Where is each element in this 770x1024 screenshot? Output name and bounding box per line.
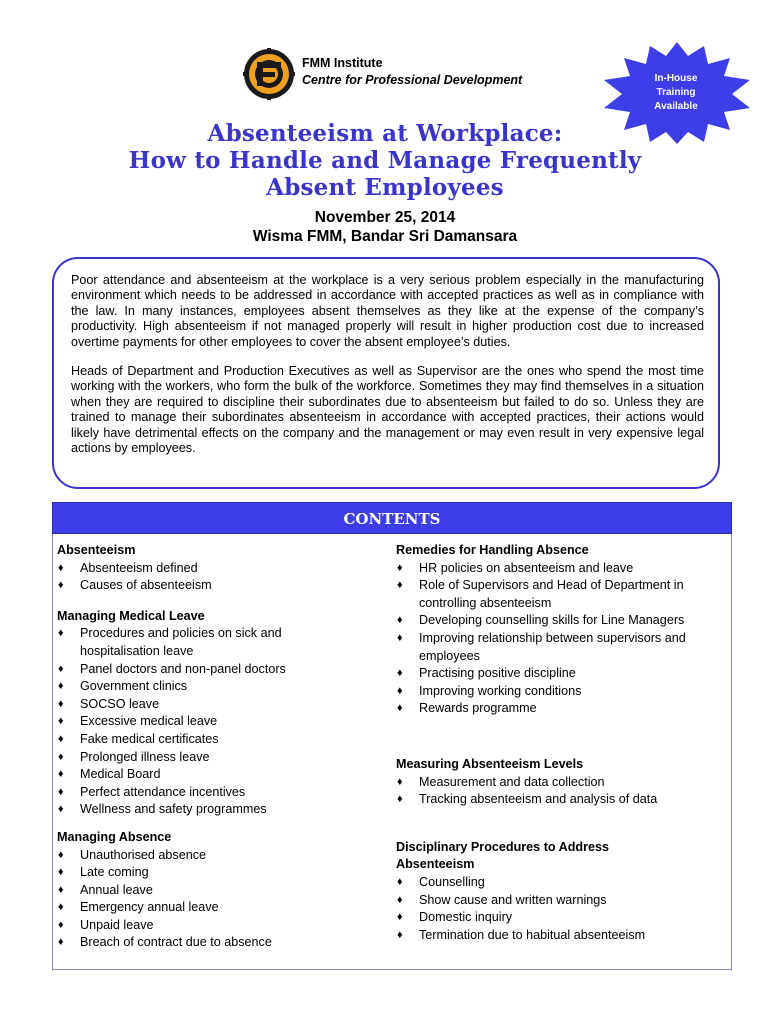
diamond-bullet-icon: ♦ <box>58 918 64 931</box>
list-item: ♦ SOCSO leave <box>57 696 347 714</box>
list-item: ♦ Measurement and data collection <box>396 774 726 792</box>
list-item: ♦ Termination due to habitual absenteeism <box>396 927 726 945</box>
list-item: ♦ Panel doctors and non-panel doctors <box>57 661 347 679</box>
list-item: ♦ Absenteeism defined <box>57 560 347 578</box>
contents-right-column <box>396 542 726 944</box>
section-measuring <box>396 756 726 809</box>
diamond-bullet-icon: ♦ <box>58 768 64 781</box>
list-item: ♦ Excessive medical leave <box>57 713 347 731</box>
diamond-bullet-icon: ♦ <box>58 803 64 816</box>
diamond-bullet-icon: ♦ <box>397 893 403 906</box>
list-item: ♦ Fake medical certificates <box>57 731 347 749</box>
intro-box <box>52 257 720 489</box>
org-name: FMM Institute <box>302 56 383 70</box>
diamond-bullet-icon: ♦ <box>58 866 64 879</box>
section-title: Disciplinary Procedures to Address Absenteeism <box>396 839 609 872</box>
diamond-bullet-icon: ♦ <box>397 793 403 806</box>
section-managing-absence <box>57 829 347 952</box>
diamond-bullet-icon: ♦ <box>397 875 403 888</box>
list-item: ♦ Late coming <box>57 864 347 882</box>
list-item: ♦ Causes of absenteeism <box>57 577 347 595</box>
diamond-bullet-icon: ♦ <box>397 614 403 627</box>
diamond-bullet-icon: ♦ <box>58 936 64 949</box>
event-venue: Wisma FMM, Bandar Sri Damansara <box>252 228 518 245</box>
list-item: ♦ Domestic inquiry <box>396 909 726 927</box>
list-item: ♦ Medical Board <box>57 766 347 784</box>
title-line: Absenteeism at Workplace: <box>207 120 563 147</box>
list-item: ♦ Developing counselling skills for Line Managers <box>396 612 726 630</box>
section-title: Managing Absence <box>57 829 172 844</box>
diamond-bullet-icon: ♦ <box>397 667 403 680</box>
section-title: Absenteeism <box>57 543 136 557</box>
diamond-bullet-icon: ♦ <box>397 911 403 924</box>
diamond-bullet-icon: ♦ <box>58 883 64 896</box>
list-item: ♦ Show cause and written warnings <box>396 892 726 910</box>
contents-heading: CONTENTS <box>52 502 732 534</box>
list-item: ♦ Wellness and safety programmes <box>57 801 347 819</box>
diamond-bullet-icon: ♦ <box>58 627 64 640</box>
section-remedies <box>396 542 726 718</box>
section-absenteeism <box>57 542 347 595</box>
list-item: ♦ Improving relationship between supervisors and employees <box>397 630 686 663</box>
diamond-bullet-icon: ♦ <box>397 631 403 644</box>
diamond-bullet-icon: ♦ <box>397 775 403 788</box>
diamond-bullet-icon: ♦ <box>58 561 64 574</box>
list-item: ♦ Procedures and policies on sick and hospitalisation leave <box>58 626 282 658</box>
title-line: How to Handle and Manage Frequently <box>128 147 642 174</box>
diamond-bullet-icon: ♦ <box>58 732 64 745</box>
list-item: ♦ Rewards programme <box>396 700 726 718</box>
list-item: ♦ Perfect attendance incentives <box>57 784 347 802</box>
list-item: ♦ Annual leave <box>57 882 347 900</box>
diamond-bullet-icon: ♦ <box>58 697 64 710</box>
intro-paragraph: Heads of Department and Production Executives as well as Supervisor are the ones who spend the most time working with the workers, who form the bulk of the workforce. Sometimes they may find themselves in a situation when they are required to discipline their subordinates due to absenteeism but failed to do so. Unless they are trained to manage their subordinates absenteeism in accordance with accepted practices, their actions would likely have detrimental effects on the company and the management or may even result in very expensive legal actions by employees. <box>71 364 704 456</box>
badge-line: In-House <box>654 73 698 84</box>
fmm-logo-icon <box>243 48 295 100</box>
list-item: ♦ Breach of contract due to absence <box>57 934 347 952</box>
diamond-bullet-icon: ♦ <box>58 750 64 763</box>
event-details <box>0 208 770 246</box>
diamond-bullet-icon: ♦ <box>58 848 64 861</box>
list-item: ♦ Practising positive discipline <box>396 665 726 683</box>
diamond-bullet-icon: ♦ <box>397 928 403 941</box>
list-item: ♦ Prolonged illness leave <box>57 749 347 767</box>
diamond-bullet-icon: ♦ <box>58 662 64 675</box>
diamond-bullet-icon: ♦ <box>397 684 403 697</box>
diamond-bullet-icon: ♦ <box>397 579 403 592</box>
org-subtitle: Centre for Professional Development <box>302 73 523 87</box>
badge-line: Available <box>654 101 698 112</box>
in-house-badge <box>628 72 724 114</box>
diamond-bullet-icon: ♦ <box>397 561 403 574</box>
diamond-bullet-icon: ♦ <box>58 579 64 592</box>
intro-paragraph: Poor attendance and absenteeism at the workplace is a very serious problem especially in the manufacturing environment which needs to be addressed in accordance with accepted practices as well as in compliance with the law. In many instances, employees absent themselves as they like at the expense of the company’s productivity. High absenteeism if not managed properly will result in higher production cost due to increased overtime payments for other employees to cover the absent employee’s duties. <box>71 273 704 349</box>
section-disciplinary <box>396 839 726 945</box>
diamond-bullet-icon: ♦ <box>58 901 64 914</box>
event-date: November 25, 2014 <box>314 209 456 226</box>
page-title <box>0 120 770 201</box>
diamond-bullet-icon: ♦ <box>397 702 403 715</box>
list-item: ♦ Government clinics <box>57 678 347 696</box>
section-medical-leave <box>57 608 347 819</box>
list-item: ♦ Counselling <box>396 874 726 892</box>
title-line: Absent Employees <box>266 174 504 201</box>
diamond-bullet-icon: ♦ <box>58 715 64 728</box>
list-item: ♦ Tracking absenteeism and analysis of data <box>396 791 726 809</box>
list-item: ♦ Unpaid leave <box>57 917 347 935</box>
section-title: Remedies for Handling Absence <box>396 543 589 557</box>
list-item: ♦ Improving working conditions <box>396 683 726 701</box>
section-title: Managing Medical Leave <box>57 608 205 623</box>
list-item: ♦ Role of Supervisors and Head of Department in controlling absenteeism <box>397 578 684 610</box>
list-item: ♦ Unauthorised absence <box>57 847 347 865</box>
list-item: ♦ Emergency annual leave <box>57 899 347 917</box>
section-title: Measuring Absenteeism Levels <box>396 756 584 771</box>
diamond-bullet-icon: ♦ <box>58 680 64 693</box>
diamond-bullet-icon: ♦ <box>58 785 64 798</box>
contents-left-column <box>57 542 347 952</box>
list-item: ♦ HR policies on absenteeism and leave <box>396 560 726 578</box>
badge-line: Training <box>656 87 696 98</box>
